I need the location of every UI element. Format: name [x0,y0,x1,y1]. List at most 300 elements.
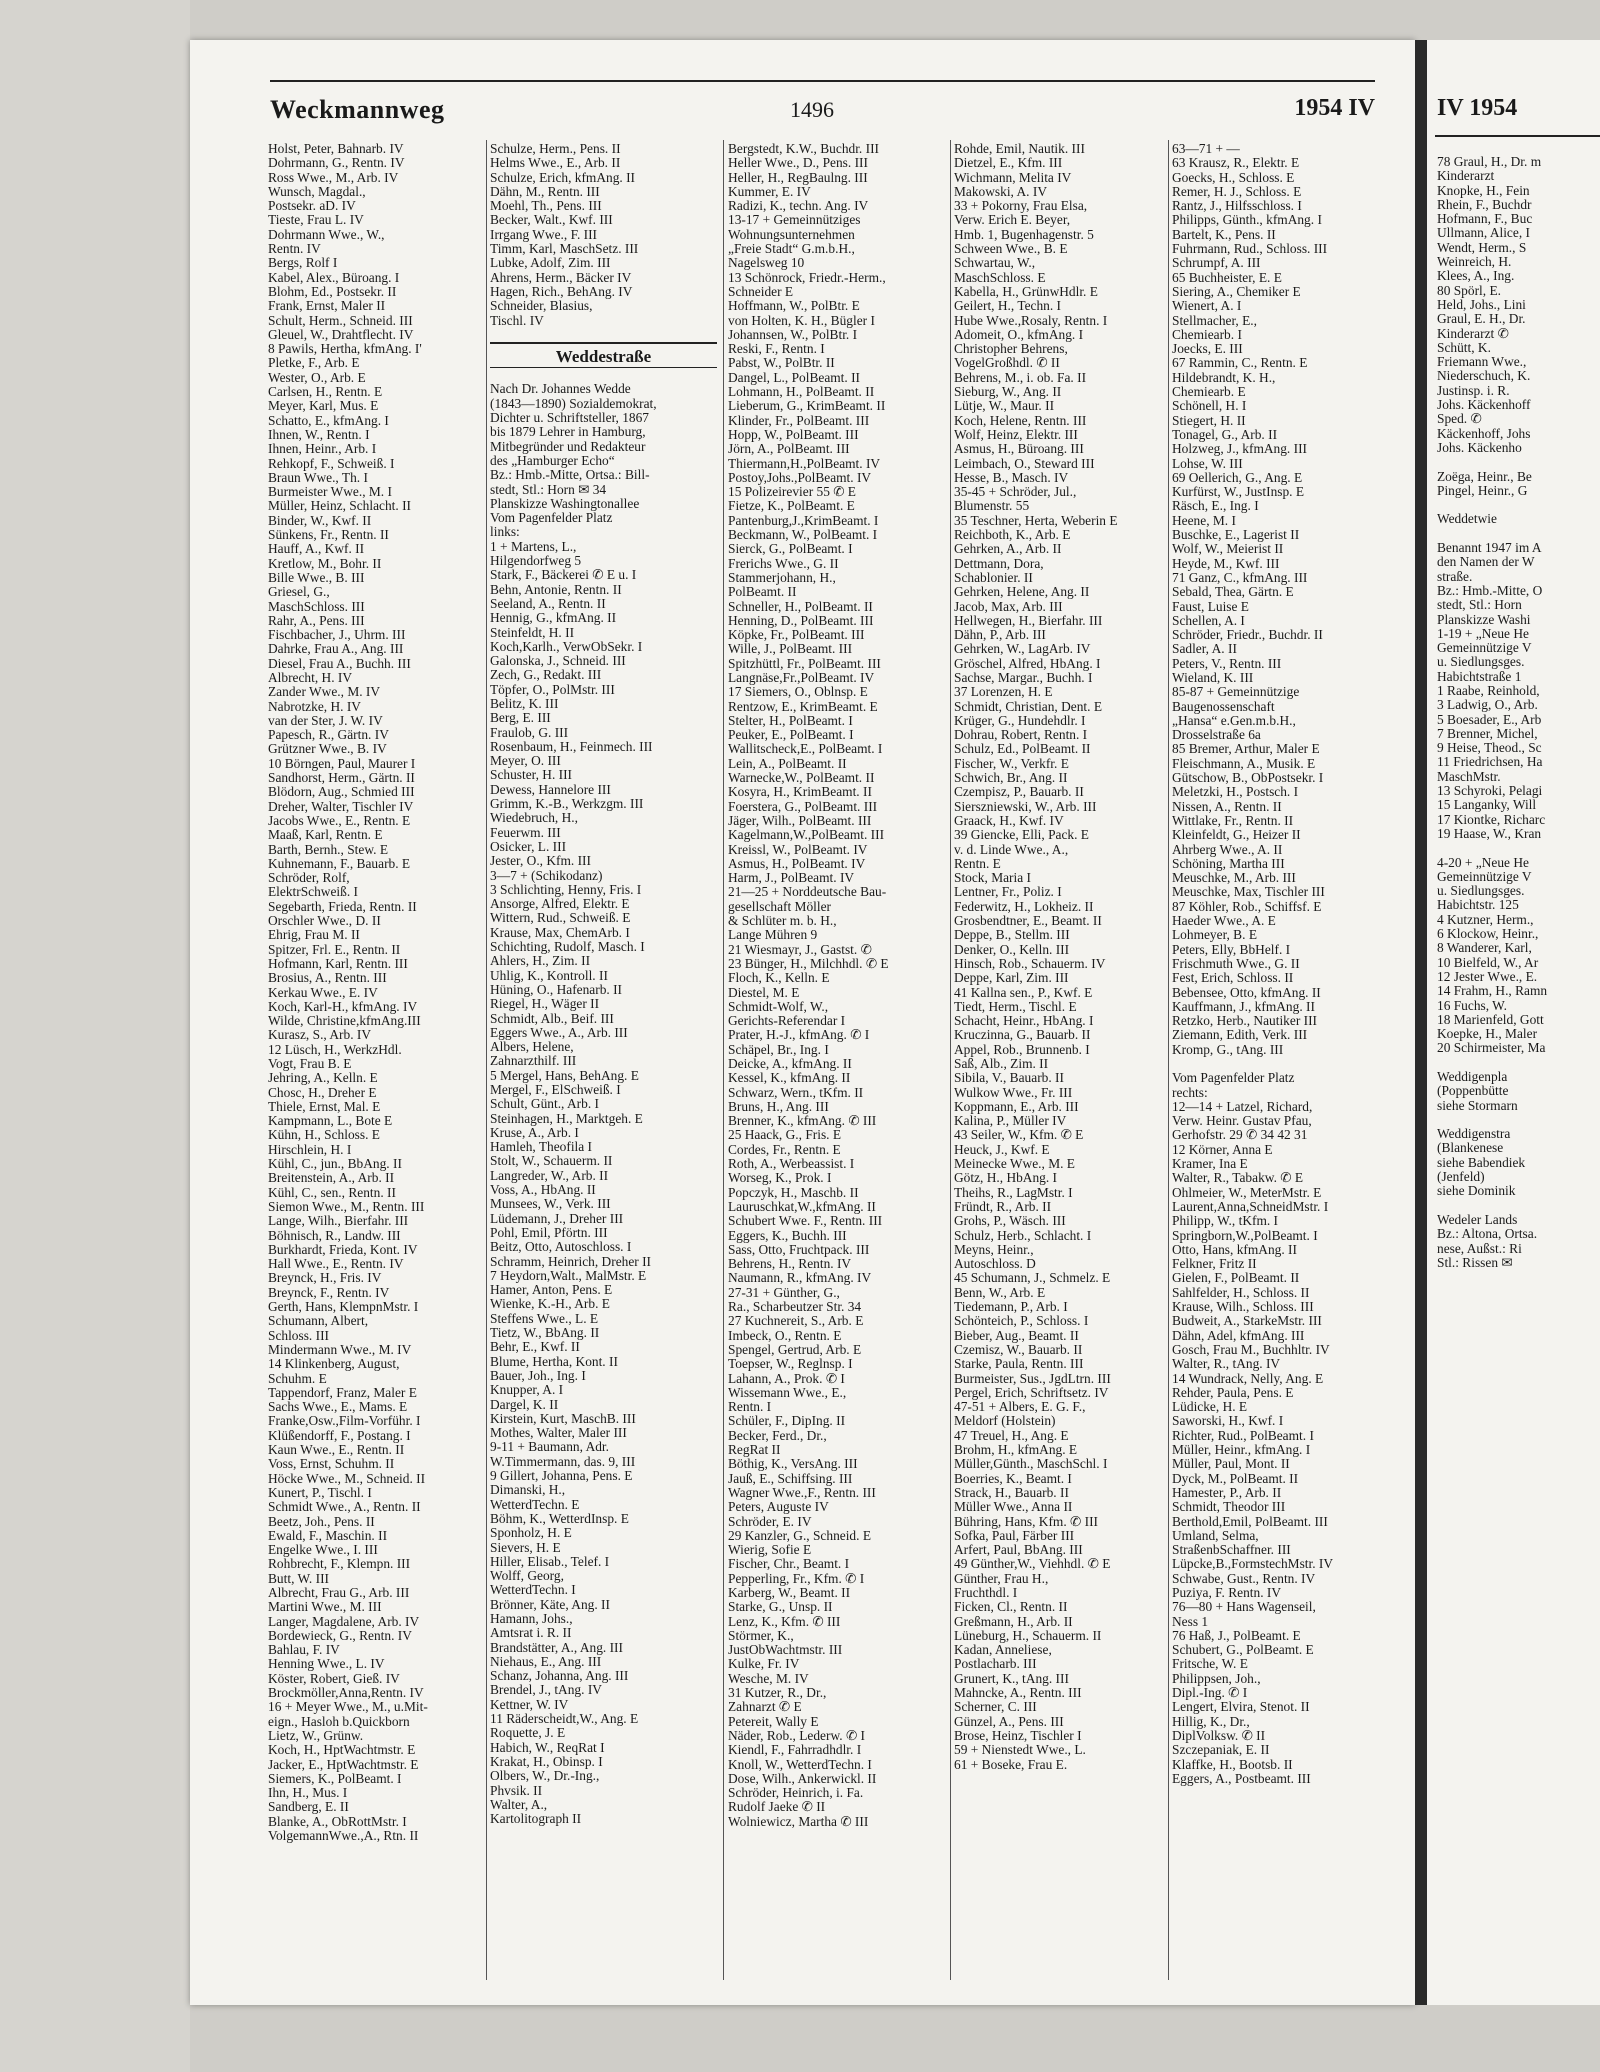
directory-entry: VogelGroßhdl. ✆ II [954,356,1060,371]
directory-entry: Koch, Helene, Rentn. III [954,413,1087,428]
directory-entry: Tonagel, G., Arb. II [1172,427,1278,442]
directory-entry: Sierck, G., PolBeamt. I [728,542,853,557]
directory-entry: 85-87 + Gemeinnützige [1172,685,1300,700]
directory-entry: Toepser, W., Reglnsp. I [728,1357,853,1372]
directory-entry: Philipps, Günth., kfmAng. I [1172,213,1322,228]
directory-entry: Eggers Wwe., A., Arb. III [490,1025,628,1040]
directory-entry: Tiedt, Herm., Tischl. E [954,999,1077,1014]
column-divider [723,140,724,1980]
directory-entry: Sponholz, H. E [490,1526,572,1541]
directory-entry: Ihnen, W., Rentn. I [268,427,370,442]
directory-entry: Krüger, G., Hundehdlr. I [954,713,1086,728]
directory-entry: Kosyra, H., KrimBeamt. II [728,785,872,800]
directory-entry: 6 Klockow, Heinr., [1437,927,1539,942]
directory-entry: Klüßendorff, F., Postang. I [268,1428,411,1443]
directory-entry: 13-17 + Gemeinnütziges [728,213,861,228]
directory-entry: 45 Schumann, J., Schmelz. E [954,1271,1111,1286]
directory-entry: des „Hamburger Echo“ [490,453,615,468]
directory-entry: Richter, Rud., PolBeamt. I [1172,1428,1314,1443]
directory-entry: Schween Wwe., B. E [954,242,1068,257]
directory-entry: Meuschke, Max, Tischler III [1172,885,1325,900]
directory-entry: Segebarth, Frieda, Rentn. II [268,899,417,914]
directory-entry: MaschSchloss. E [954,270,1046,285]
directory-entry: Fraulob, G. III [490,725,569,740]
directory-entry: Olbers, W., Dr.-Ing., [490,1769,600,1784]
directory-entry: Wulkow Wwe., Fr. III [954,1085,1073,1100]
directory-entry: Hinsch, Rob., Schauerm. IV [954,956,1106,971]
directory-entry: „Hansa“ e.Gen.m.b.H., [1172,713,1296,728]
directory-entry: StraßenbSchaffner. III [1172,1543,1291,1558]
directory-entry: Schulz, Herb., Schlacht. I [954,1228,1092,1243]
directory-entry: Gehrken, Helene, Ang. II [954,585,1090,600]
directory-entry: Naumann, R., kfmAng. IV [728,1271,872,1286]
directory-entry: Hoffmann, W., PolBtr. E [728,299,860,314]
directory-entry: 13 Schönrock, Friedr.-Herm., [728,270,886,285]
directory-entry: Schüler, F., DipIng. II [728,1414,846,1429]
directory-entry: Schmidt-Wolf, W., [728,999,829,1014]
directory-entry: Heene, M. I [1172,513,1236,528]
directory-entry: Albrecht, H. IV [268,670,353,685]
directory-entry: Kurasz, S., Arb. IV [268,1028,372,1043]
directory-entry: Spitzhüttl, Fr., PolBeamt. III [728,656,881,671]
directory-entry: Gerhofstr. 29 ✆ 34 42 31 [1172,1128,1308,1143]
directory-entry: Bauer, Joh., Ing. I [490,1368,586,1383]
directory-entry: Wissemann Wwe., E., [728,1385,847,1400]
directory-entry: Bruns, H., Ang. III [728,1099,829,1114]
directory-entry: Habichtstraße 1 [1437,669,1522,684]
directory-entry: Hüning, O., Hafenarb. II [490,982,623,997]
directory-entry: Schröder, E. IV [728,1514,812,1529]
spacer [1437,841,1600,855]
directory-entry: gesellschaft Möller [728,899,831,914]
directory-entry: Kühl, C., jun., BbAng. II [268,1157,402,1172]
directory-entry: Heller Wwe., D., Pens. III [728,156,868,171]
directory-entry: Meletzki, H., Postsch. I [1172,785,1299,800]
directory-entry: Schablonier. II [954,570,1033,585]
directory-entry: 21 Wiesmayr, J., Gastst. ✆ [728,942,872,957]
directory-entry: 11 Friedrichsen, Ha [1437,755,1543,770]
directory-entry: Kalina, P., Müller IV [954,1114,1067,1129]
directory-entry: 25 Haack, G., Fris. E [728,1128,842,1143]
directory-entry: Diesel, Frau A., Buchh. III [268,656,411,671]
directory-entry: Adomeit, O., kfmAng. I [954,327,1084,342]
directory-entry: Dose, Wilh., Ankerwickl. II [728,1771,877,1786]
directory-entry: siehe Dominik [1437,1184,1516,1199]
directory-entry: Dähn, M., Rentn. III [490,184,600,199]
directory-entry: Böthig, K., VersAng. III [728,1457,858,1472]
column-5 [1172,142,1394,1786]
directory-entry: Fest, Erich, Schloss. II [1172,971,1294,986]
directory-entry: Hildebrandt, K. H., [1172,370,1276,385]
directory-entry: 3 Schlichting, Henny, Fris. I [490,882,642,897]
directory-entry: Bordewieck, G., Rentn. IV [268,1628,412,1643]
directory-entry: MaschMstr. [1437,769,1501,784]
directory-entry: Hauff, A., Kwf. II [268,542,365,557]
book-gutter [1415,40,1427,2005]
directory-entry: Kummer, E. IV [728,184,811,199]
directory-entry: Mothes, Walter, Maler III [490,1426,627,1441]
directory-entry: 27-31 + Günther, G., [728,1285,840,1300]
directory-entry: Stark, F., Bäckerei ✆ E u. I [490,568,637,583]
directory-entry: Papesch, R., Gärtn. IV [268,728,389,743]
directory-entry: Knupper, A. I [490,1383,564,1398]
directory-entry: Grimm, K.-B., Werkzgm. III [490,797,644,812]
directory-entry: Popczyk, H., Maschb. II [728,1185,859,1200]
directory-entry: Wittlake, Fr., Rentn. II [1172,813,1294,828]
directory-entry: Dettmann, Dora, [954,556,1044,571]
directory-entry: Autoschloss. D [954,1257,1036,1272]
directory-entry: Lüpcke,B.,FormstechMstr. IV [1172,1557,1334,1572]
directory-entry: Hofmann, Karl, Rentn. III [268,956,408,971]
directory-entry: Wilde, Christine,kfmAng.III [268,1014,421,1029]
directory-entry: Stl.: Rissen ✉ [1437,1255,1513,1270]
directory-entry: Baugenossenschaft [1172,699,1275,714]
directory-entry: Czemisz, W., Bauarb. II [954,1342,1083,1357]
directory-entry: Budweit, A., StarkeMstr. III [1172,1314,1322,1329]
directory-entry: Blödorn, Aug., Schmied III [268,785,415,800]
directory-entry: Schneider, Blasius, [490,299,593,314]
directory-entry: 59 + Nienstedt Wwe., L. [954,1743,1086,1758]
directory-entry: Schönell, H. I [1172,399,1247,414]
directory-entry: Schwarz, Wern., tKfm. II [728,1085,864,1100]
directory-entry: Wesche, M. IV [728,1671,809,1686]
directory-entry: Müller Wwe., Anna II [954,1500,1073,1515]
spacer [1437,455,1600,469]
directory-entry: Dichter u. Schriftsteller, 1867 [490,411,649,426]
directory-entry: Schulze, Erich, kfmAng. II [490,170,636,185]
directory-entry: Postlacharb. III [954,1657,1037,1672]
directory-entry: Karberg, W., Beamt. II [728,1585,851,1600]
directory-entry: Gerth, Hans, KlempnMstr. I [268,1300,419,1315]
directory-entry: Rantz, J., Hilfsschloss. I [1172,199,1302,214]
directory-entry: Cordes, Fr., Rentn. E [728,1142,841,1157]
directory-entry: Meldorf (Holstein) [954,1414,1056,1429]
directory-entry: Krause, Wilh., Schloss. III [1172,1300,1314,1315]
directory-entry: Kabella, H., GrünwHdlr. E [954,284,1098,299]
directory-entry: Wolff, Georg, [490,1569,564,1584]
directory-entry: Breynck, F., Rentn. IV [268,1285,390,1300]
directory-entry: Schütt, K. [1437,340,1491,355]
directory-entry: 3 Ladwig, O., Arb. [1437,698,1538,713]
directory-entry: Weddigenstra [1437,1127,1511,1142]
directory-entry: Kuhnemann, F., Bauarb. E [268,856,411,871]
directory-entry: 67 Rammin, C., Rentn. E [1172,356,1308,371]
directory-entry: 1 Raabe, Reinhold, [1437,683,1540,698]
directory-entry: Asmus, H., PolBeamt. IV [728,856,866,871]
directory-entry: 12—14 + Latzel, Richard, [1172,1099,1313,1114]
directory-entry: Siering, A., Chemiker E [1172,284,1301,299]
directory-entry: Postsekr. aD. IV [268,199,356,214]
directory-entry: Niehaus, E., Ang. III [490,1654,602,1669]
directory-entry: Wallitscheck,E., PolBeamt. I [728,742,883,757]
directory-entry: Blumenstr. 55 [954,499,1030,514]
directory-entry: Spengel, Gertrud, Arb. E [728,1342,862,1357]
directory-entry: Feuerwm. III [490,825,561,840]
directory-entry: Frischmuth Wwe., G. II [1172,956,1300,971]
directory-entry: Burmeister Wwe., M. I [268,485,392,500]
directory-entry: Makowski, A. IV [954,184,1047,199]
directory-entry: eign., Hasloh b.Quickborn [268,1714,410,1729]
directory-entry: Thiele, Ernst, Mal. E [268,1099,381,1114]
directory-entry: Laurent,Anna,SchneidMstr. I [1172,1199,1329,1214]
directory-entry: Kadan, Anneliese, [954,1643,1052,1658]
directory-entry: Mergel, F., ElSchweiß. I [490,1083,621,1097]
directory-entry: Kramer, Ina E [1172,1157,1248,1172]
directory-entry: Dähn, Adel, kfmAng. III [1172,1328,1305,1343]
directory-entry: Hagen, Rich., BehAng. IV [490,284,633,299]
directory-entry: Habichtstr. 125 [1437,898,1519,913]
directory-entry: 20 Schirmeister, Ma [1437,1041,1546,1056]
year-volume: 1954 IV [1294,95,1375,121]
directory-entry: Langer, Magdalene, Arb. IV [268,1614,420,1629]
directory-entry: Langnäse,Fr.,PolBeamt. IV [728,670,875,685]
directory-entry: Meyns, Heinr., [954,1242,1034,1257]
directory-entry: Mitbegründer und Redakteur [490,439,646,454]
directory-entry: Uhlig, K., Kontroll. II [490,968,608,983]
directory-entry: Fischbacher, J., Uhrm. III [268,628,406,643]
directory-entry: Brenner, K., kfmAng. ✆ III [728,1114,877,1129]
directory-entry: Jauß, E., Schiffsing. III [728,1471,853,1486]
directory-entry: Nabrotzke, H. IV [268,699,361,714]
directory-entry: Klees, A., Ing. [1437,269,1515,284]
spacer [1437,1056,1600,1070]
directory-entry: Leimbach, O., Steward III [954,456,1095,471]
directory-entry: 7 Brenner, Michel, [1437,726,1538,741]
directory-entry: Meuschke, M., Arb. III [1172,871,1296,886]
directory-entry: Pingel, Heinr., G [1437,483,1528,498]
directory-entry: Krakat, H., Obinsp. I [490,1754,603,1769]
directory-entry: Kinderarzt ✆ [1437,326,1509,341]
directory-entry: Brendel, J., tAng. IV [490,1683,602,1698]
directory-entry: ElektrSchweiß. I [268,885,358,900]
directory-entry: Starke, Paula, Rentn. III [954,1357,1084,1372]
directory-entry: Binder, W., Kwf. II [268,513,372,528]
directory-entry: Schneller, H., PolBeamt. II [728,599,873,614]
directory-entry: 65 Buchheister, E. E [1172,270,1282,285]
directory-entry: Dohrmann, G., Rentn. IV [268,156,405,171]
directory-entry: Bz.: Hmb.-Mitte, Ortsa.: Bill- [490,468,650,483]
directory-entry: 31 Kutzer, R., Dr., [728,1686,827,1701]
directory-entry: Bergstedt, K.W., Buchdr. III [728,142,879,156]
directory-entry: Chemiearb. E [1172,385,1246,400]
directory-entry: Weddetwie [1437,512,1497,527]
directory-entry: Ra., Scharbeutzer Str. 34 [728,1300,862,1315]
directory-entry: 35-45 + Schröder, Jul., [954,485,1077,500]
directory-entry: Hamester, P., Arb. II [1172,1485,1282,1500]
directory-entry: 10 Bielfeld, W., Ar [1437,955,1539,970]
directory-entry: Schrumpf, A. III [1172,256,1261,271]
column-3 [728,142,958,1829]
directory-entry: 39 Giencke, Elli, Pack. E [954,828,1089,843]
directory-entry: Lietz, W., Grünw. [268,1728,364,1743]
directory-entry: Joecks, E. III [1172,342,1243,357]
directory-entry: 27 Kuchnereit, S., Arb. E [728,1314,864,1329]
directory-entry: Hilgendorfweg 5 [490,554,582,569]
spacer [1437,527,1600,541]
directory-entry: Lauruschkat,W.,kfmAng. II [728,1199,876,1214]
directory-entry: Rehder, Paula, Pens. E [1172,1385,1294,1400]
directory-entry: Schröder, Friedr., Buchdr. II [1172,628,1323,643]
directory-entry: Lohmeyer, B. E [1172,928,1257,943]
directory-entry: Dewess, Hannelore III [490,782,611,797]
directory-entry: 19 Haase, W., Kran [1437,826,1542,841]
directory-entry: Vom Pagenfelder Platz [1172,1071,1295,1086]
directory-entry: Wiedebruch, H., [490,811,578,826]
directory-entry: Fritsche, W. E [1172,1657,1248,1672]
directory-entry: Henning Wwe., L. IV [268,1657,385,1672]
directory-entry: Sachs Wwe., E., Mams. E [268,1400,408,1415]
directory-entry: Peuker, E., PolBeamt. I [728,728,854,743]
directory-entry: Rentzow, E., KrimBeamt. E [728,699,878,714]
directory-entry: Tappendorf, Franz, Maler E [268,1385,417,1400]
directory-entry: Frank, Ernst, Maler II [268,299,386,314]
directory-entry: Kulke, Fr. IV [728,1657,800,1672]
directory-entry: Wester, O., Arb. E [268,370,366,385]
directory-entry: Greßmann, H., Arb. II [954,1614,1073,1629]
directory-entry: Hofmann, F., Buc [1437,212,1533,227]
directory-entry: Kessel, K., kfmAng. II [728,1071,851,1086]
directory-entry: Beitz, Otto, Autoschloss. I [490,1240,632,1255]
directory-entry: Hamleh, Theofila I [490,1140,593,1155]
directory-entry: Burkhardt, Frieda, Kont. IV [268,1242,418,1257]
directory-entry: Zahnarzthilf. III [490,1054,577,1069]
directory-entry: Heller, H., RegBaulng. III [728,170,868,185]
directory-entry: Schult, Herm., Schneid. III [268,313,413,328]
directory-entry: rechts: [1172,1085,1208,1100]
directory-entry: siehe Stormarn [1437,1098,1518,1113]
directory-entry: (1843—1890) Sozialdemokrat, [490,396,657,411]
directory-entry: 63 Krausz, R., Elektr. E [1172,156,1300,171]
directory-entry: Johs. Käckenhoff [1437,398,1531,413]
directory-entry: Pohl, Emil, Pförtn. III [490,1225,608,1240]
directory-entry: Kabel, Alex., Büroang. I [268,270,400,285]
directory-entry: Rhein, F., Buchdr [1437,197,1532,212]
directory-entry: Knoll, W., WetterdTechn. I [728,1757,872,1772]
directory-entry: Hillig, K., Dr., [1172,1714,1250,1729]
directory-entry: Faust, Luise E [1172,599,1249,614]
directory-entry: Franke,Osw.,Film-Vorführ. I [268,1414,421,1429]
directory-entry: Felkner, Fritz II [1172,1257,1257,1272]
directory-entry: Bahlau, F. IV [268,1643,340,1658]
directory-entry: Puziya, F. Rentn. IV [1172,1585,1282,1600]
directory-entry: Böhnisch, R., Landw. III [268,1228,401,1243]
directory-entry: Kunert, P., Tischl. I [268,1485,372,1500]
directory-entry: 80 Spörl, E. [1437,283,1501,298]
directory-entry: Zander Wwe., M. IV [268,685,381,700]
directory-entry: Hamer, Anton, Pens. E [490,1283,613,1298]
directory-entry: Jäger, Wilh., PolBeamt. III [728,813,872,828]
directory-entry: Beckmann, W., PolBeamt. I [728,528,878,543]
directory-entry: Springborn,W.,PolBeamt. I [1172,1228,1318,1243]
page-number: 1496 [790,97,834,122]
directory-entry: Pletke, F., Arb. E [268,356,360,371]
directory-entry: 7 Heydorn,Walt., MalMstr. E [490,1268,647,1283]
directory-entry: (Jenfeld) [1437,1170,1485,1185]
directory-entry: von Holten, K. H., Bügler I [728,313,875,328]
directory-entry: Dipl.-Ing. ✆ I [1172,1686,1248,1701]
directory-entry: Nagelsweg 10 [728,256,805,271]
directory-entry: Heuck, J., Kwf. E [954,1142,1050,1157]
directory-entry: Bz.: Altona, Ortsa. [1437,1227,1538,1242]
directory-entry: Kagelmann,W.,PolBeamt. III [728,828,885,843]
directory-entry: Schanz, Johanna, Ang. III [490,1669,629,1684]
directory-entry: Müller, Heinz, Schlacht. II [268,499,411,514]
directory-entry: Tietz, W., BbAng. II [490,1326,600,1341]
directory-entry: Denker, O., Kelln. III [954,942,1070,957]
header-rule [270,80,1375,82]
directory-entry: Gehrken, W., LagArb. IV [954,642,1091,657]
directory-entry: Knopke, H., Fein [1437,183,1530,198]
directory-entry: Grosbendtner, E., Beamt. II [954,914,1102,929]
directory-entry: Klaffke, H., Bootsb. II [1172,1757,1293,1772]
directory-entry: Sped. ✆ [1437,412,1482,427]
directory-entry: Chosc, H., Dreher E [268,1085,377,1100]
directory-entry: Habich, W., ReqRat I [490,1740,605,1755]
directory-entry: Schubert, G., PolBeamt. E [1172,1643,1314,1658]
directory-entry: Holst, Peter, Bahnarb. IV [268,142,404,156]
directory-entry: Nissen, A., Rentn. II [1172,799,1282,814]
directory-entry: van der Ster, J. W. IV [268,713,383,728]
directory-entry: Niederschuch, K. [1437,369,1531,384]
directory-entry: Dahrke, Frau A., Ang. III [268,642,404,657]
directory-entry: Lentner, Fr., Poliz. I [954,885,1062,900]
directory-entry: Ehrig, Frau M. II [268,928,360,943]
spacer [1437,1113,1600,1127]
directory-entry: Ansorge, Alfred, Elektr. E [490,897,630,912]
directory-entry: siehe Babendiek [1437,1155,1526,1170]
directory-entry: Seeland, A., Rentn. II [490,596,606,611]
directory-entry: Dangel, L., PolBeamt. II [728,370,861,385]
directory-entry: 71 Ganz, C., kfmAng. III [1172,570,1308,585]
directory-entry: Kinderarzt [1437,169,1495,184]
directory-entry: Schuhm. E [268,1371,327,1386]
directory-entry: Friemann Wwe., [1437,355,1527,370]
directory-entry: Verw. Heinr. Gustav Pfau, [1172,1114,1312,1129]
directory-entry: Rentn. E [954,856,1001,871]
directory-entry: Geilert, H., Techn. I [954,299,1062,314]
directory-entry: Ewald, F., Maschin. II [268,1528,388,1543]
directory-entry: Schröder, Rolf, [268,871,350,886]
directory-entry: Rohbrecht, F., Klempn. III [268,1557,411,1572]
directory-entry: Roth, A., Werbeassist. I [728,1157,855,1172]
directory-entry: Ullmann, Alice, I [1437,226,1530,241]
directory-entry: Stolt, W., Schauerm. II [490,1154,613,1169]
directory-entry: Hmb. 1, Bugenhagenstr. 5 [954,227,1094,242]
directory-entry: Peters, V., Rentn. III [1172,656,1282,671]
directory-entry: Weddigenpla [1437,1070,1508,1084]
directory-entry: Schönteich, P., Schloss. I [954,1314,1089,1329]
directory-entry: Schumann, Albert, [268,1314,369,1329]
directory-entry: Kartolitograph II [490,1812,582,1827]
directory-entry: Wedeler Lands [1437,1212,1518,1227]
directory-entry: Bebensee, Otto, kfmAng. II [1172,985,1321,1000]
directory-entry: Planskizze Washi [1437,612,1531,627]
directory-entry: Krause, Max, ChemArb. I [490,925,630,940]
directory-entry: Brohm, H., kfmAng. E [954,1443,1078,1458]
directory-entry: Sahlfelder, H., Schloss. II [1172,1285,1310,1300]
directory-entry: Breynck, H., Fris. IV [268,1271,382,1286]
directory-entry: Kühn, H., Schloss. E [268,1128,380,1143]
directory-entry: 41 Kallna sen., P., Kwf. E [954,985,1093,1000]
directory-entry: Sieburg, W., Ang. II [954,385,1062,400]
directory-entry: Fietze, K., PolBeamt. E [728,499,855,514]
directory-entry: Retzko, Herb., Nautiker III [1172,1014,1318,1029]
spacer [490,368,717,382]
directory-entry: Schneider E [728,284,794,299]
directory-entry: Floch, K., Kelln. E [728,971,830,986]
directory-entry: Thiermann,H.,PolBeamt. IV [728,456,881,471]
directory-entry: Christopher Behrens, [954,342,1068,357]
